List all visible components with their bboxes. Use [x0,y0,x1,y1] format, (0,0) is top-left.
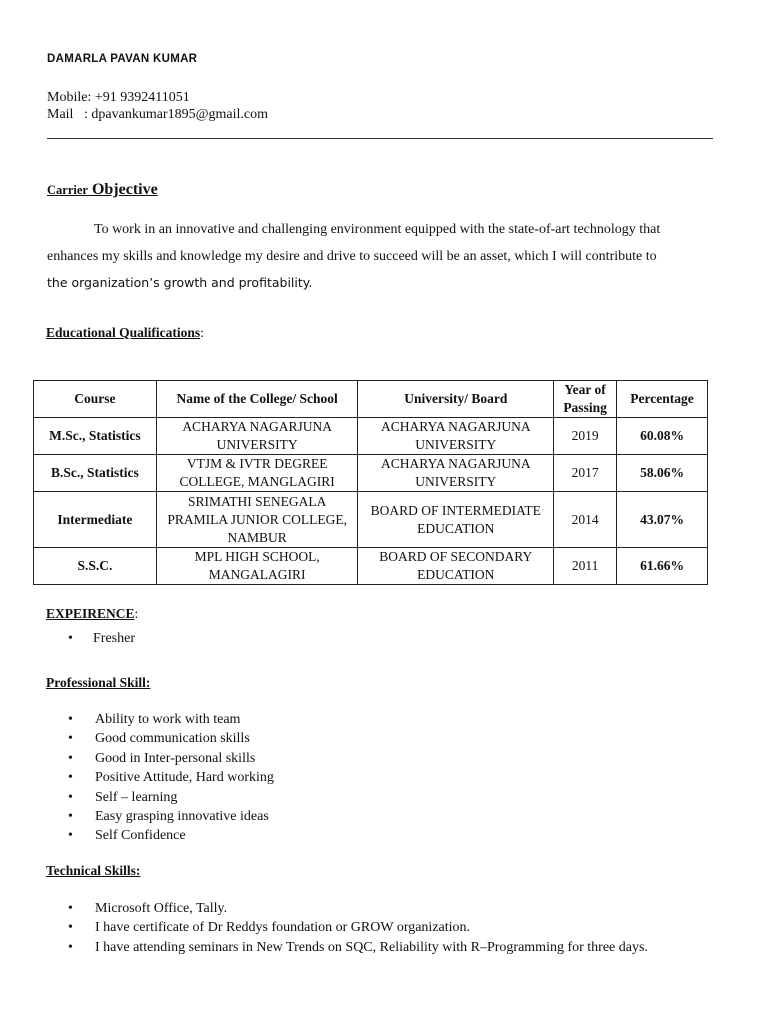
table-row [34,455,708,492]
list-item: • Microsoft Office, Tally. [46,899,648,918]
table-row [34,418,708,455]
percentage-cell: 58.06% [617,455,708,492]
percentage-cell: 61.66% [617,548,708,585]
education-heading-text: Educational Qualifications [46,325,201,340]
professional-skills-list [46,710,274,846]
email-line [47,106,268,124]
bullet-icon: • [68,631,73,646]
board-cell: ACHARYA NAGARJUNA UNIVERSITY [358,418,554,455]
objective-line-3: the organization’s growth and profitability. [47,275,313,290]
list-item: • Good communication skills [46,729,274,748]
bullet-icon: • [68,828,73,844]
technical-heading [46,863,140,879]
technical-heading-text: Technical Skills: [46,863,141,878]
experience-heading-colon: : [134,606,139,621]
list-item: • Self – learning [46,788,274,807]
year-cell: 2014 [554,492,617,548]
candidate-name: DAMARLA PAVAN KUMAR [47,53,198,65]
list-item: • Good in Inter-personal skills [46,749,274,768]
percentage-cell: 43.07% [617,492,708,548]
course-cell: S.S.C. [34,548,157,585]
course-cell: Intermediate [34,492,157,548]
year-cell: 2011 [554,548,617,585]
table-header-row [34,381,708,418]
email-label: Mail [47,107,74,122]
column-header-percentage: Percentage [617,381,708,418]
column-header-college: Name of the College/ School [156,381,358,418]
bullet-icon: • [68,920,73,936]
bullet-icon: • [68,809,73,825]
list-item: • Positive Attitude, Hard working [46,768,274,787]
college-cell: MPL HIGH SCHOOL, MANGALAGIRI [156,548,358,585]
list-item: • Easy grasping innovative ideas [46,807,274,826]
list-item: • Fresher [46,629,135,648]
bullet-icon: • [68,712,73,727]
experience-list [46,629,135,648]
education-heading-colon: : [200,325,204,340]
year-cell: 2017 [554,455,617,492]
objective-line-2: enhances my skills and knowledge my desire and drive to succeed will be an asset, which I will contribute to [47,248,657,264]
college-cell: SRIMATHI SENEGALA PRAMILA JUNIOR COLLEGE, NAMBUR [156,492,358,548]
column-header-board: University/ Board [358,381,554,418]
year-cell: 2019 [554,418,617,455]
objective-heading-small: Carrier [47,183,88,197]
experience-heading-text: EXPEIRENCE [46,606,135,621]
percentage-cell: 60.08% [617,418,708,455]
list-item: • Ability to work with team [46,710,274,729]
list-item: • I have attending seminars in New Trends on SQC, Reliability with R–Programming for three days. [46,938,648,957]
board-cell: BOARD OF INTERMEDIATE EDUCATION [358,492,554,548]
professional-heading [46,675,150,691]
college-cell: ACHARYA NAGARJUNA UNIVERSITY [156,418,358,455]
bullet-icon: • [68,939,73,955]
board-cell: ACHARYA NAGARJUNA UNIVERSITY [358,455,554,492]
list-item: • Self Confidence [46,826,274,845]
objective-text [47,217,727,297]
course-cell: M.Sc., Statistics [34,418,157,455]
technical-skills-list [46,899,648,957]
objective-line-1: To work in an innovative and challenging environment equipped with the state-of-art technology that [94,222,661,237]
bullet-icon: • [68,750,73,766]
education-table [33,380,708,585]
experience-heading [46,606,138,622]
bullet-icon: • [68,789,73,805]
education-heading [46,325,204,341]
professional-heading-text: Professional Skill: [46,675,151,690]
table-row [34,548,708,585]
column-header-year: Year of Passing [554,381,617,418]
bullet-icon: • [68,901,73,916]
bullet-icon: • [68,770,73,786]
objective-heading [47,181,158,199]
table-row [34,492,708,548]
mobile-number: Mobile: +91 9392411051 [47,90,190,105]
email-value: : dpavankumar1895@gmail.com [84,107,268,122]
college-cell: VTJM & IVTR DEGREE COLLEGE, MANGLAGIRI [156,455,358,492]
column-header-course: Course [34,381,157,418]
list-item: • I have certificate of Dr Reddys foundation or GROW organization. [46,918,648,937]
header-divider [47,138,713,139]
board-cell: BOARD OF SECONDARY EDUCATION [358,548,554,585]
course-cell: B.Sc., Statistics [34,455,157,492]
bullet-icon: • [68,731,73,747]
objective-heading-big: Objective [91,181,158,198]
